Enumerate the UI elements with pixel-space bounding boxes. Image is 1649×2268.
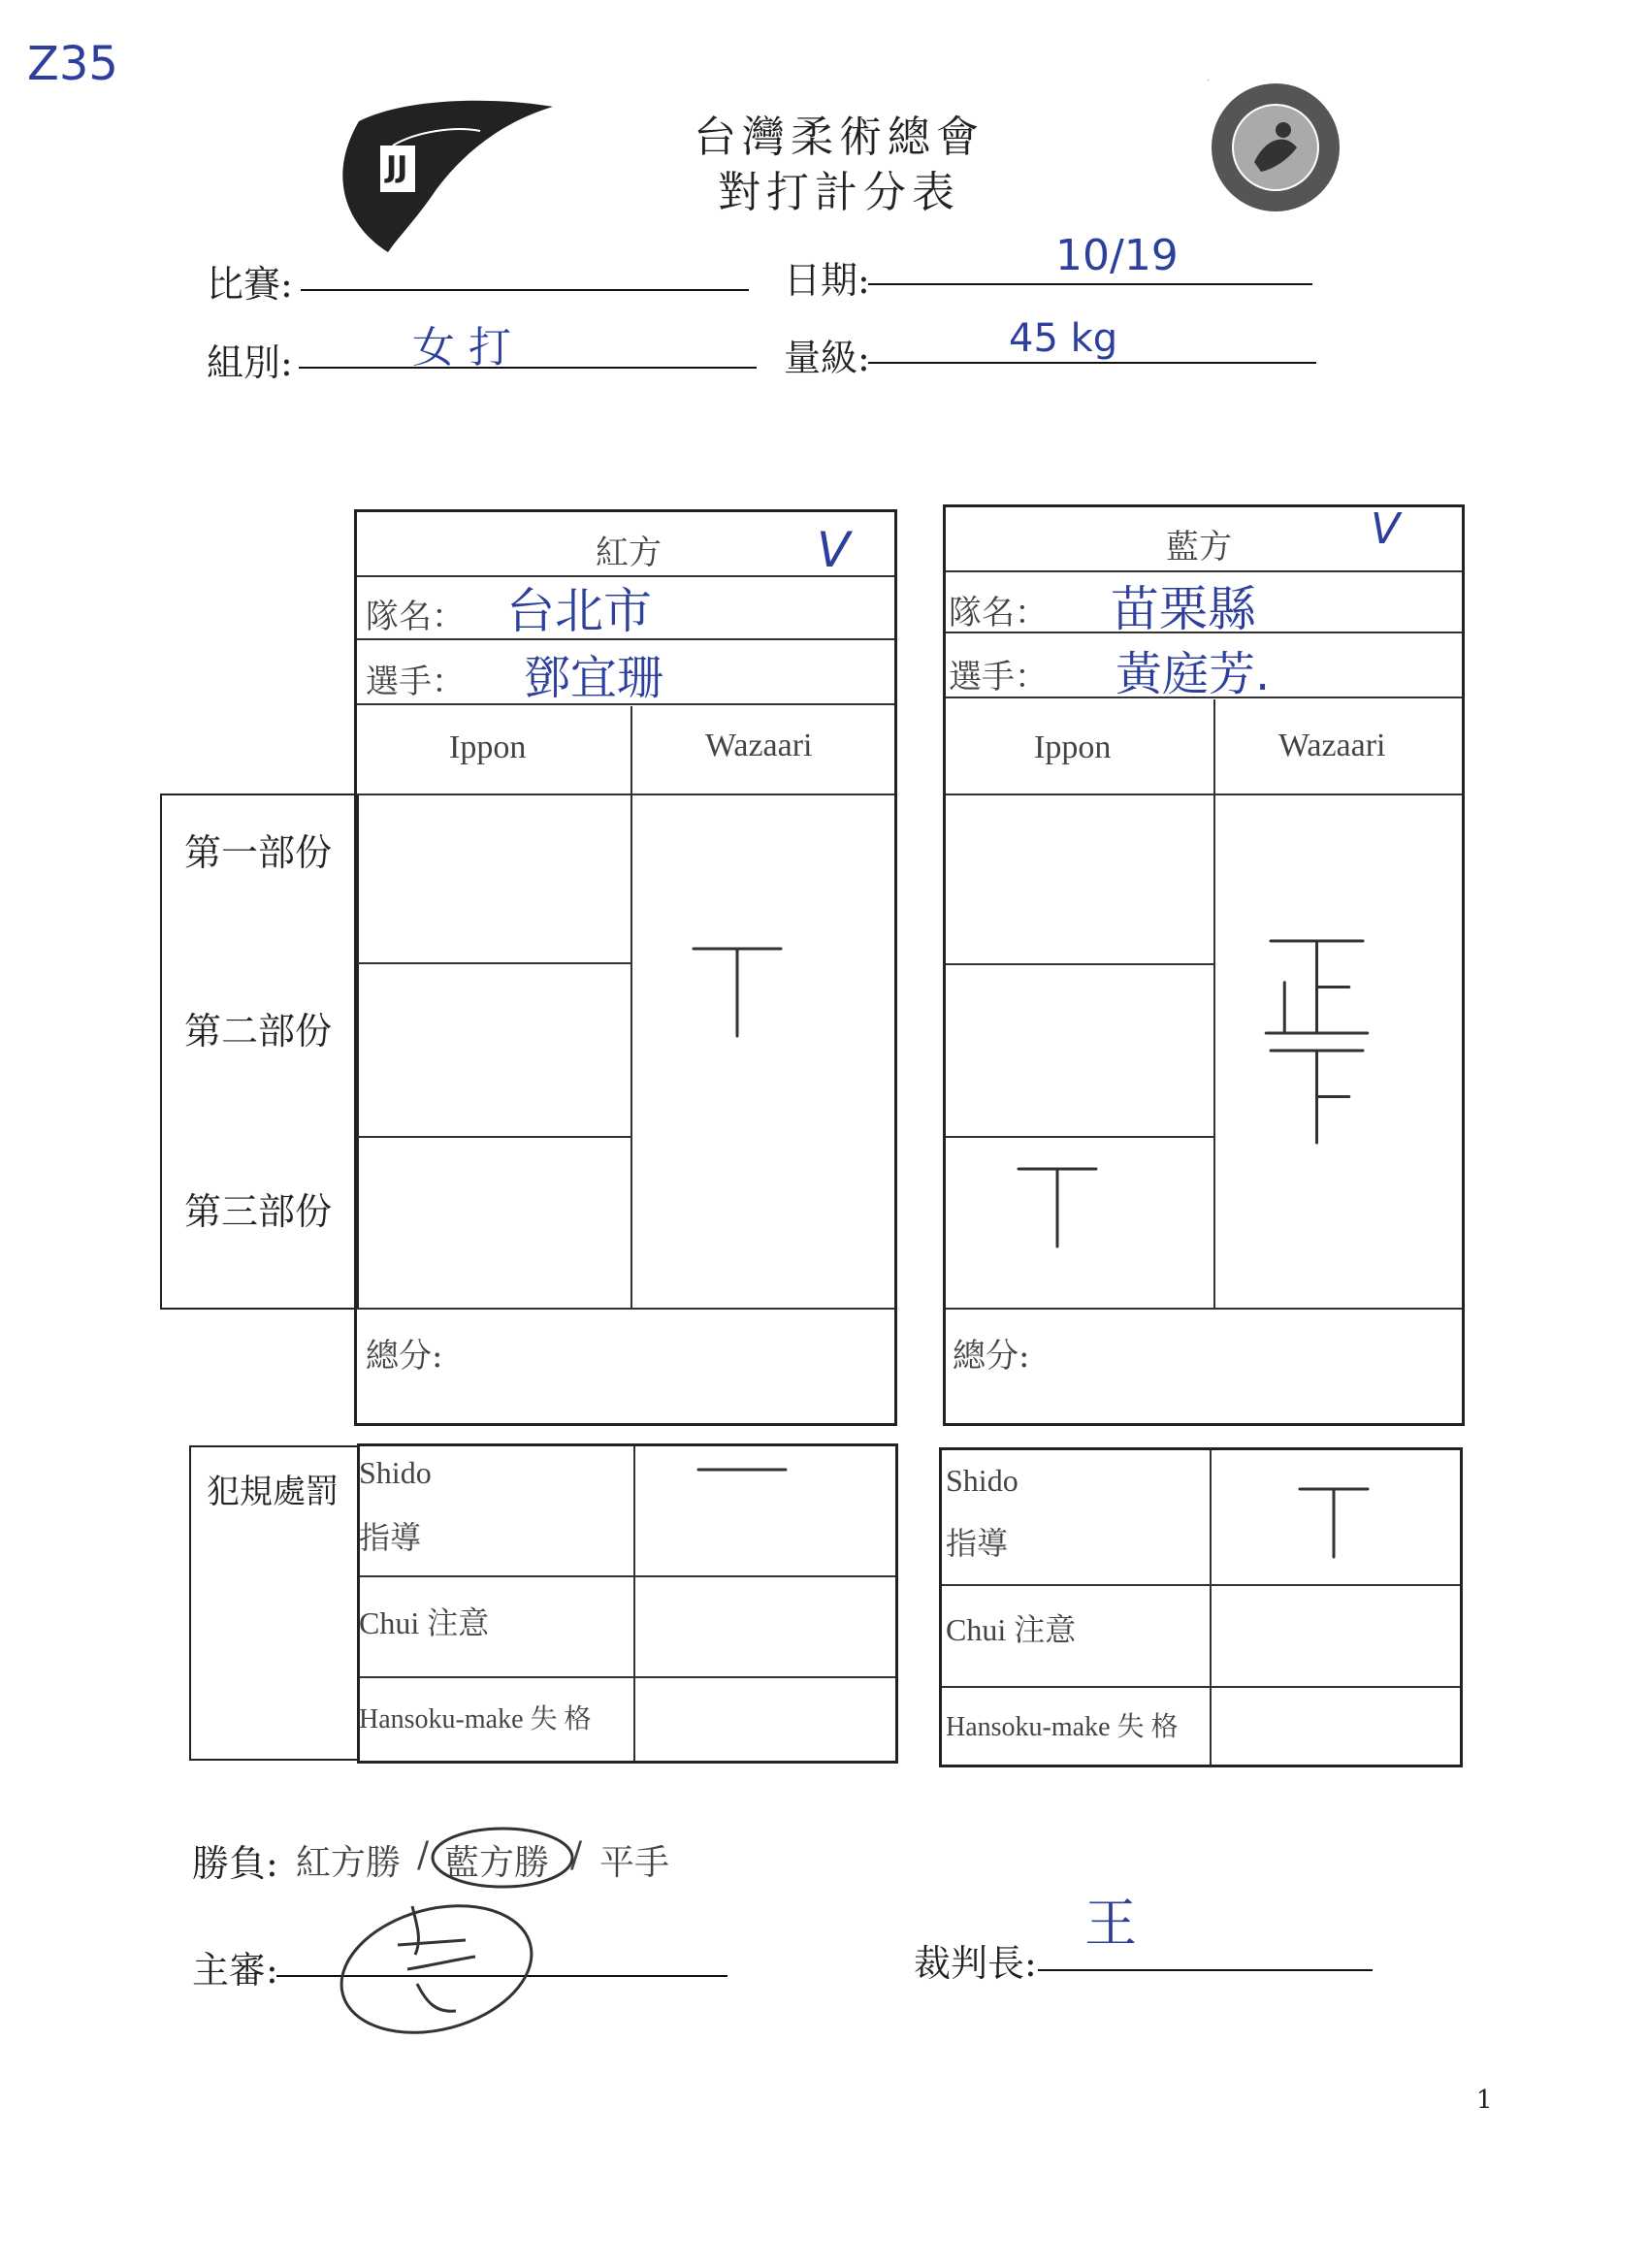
corner-note: Z35 — [27, 37, 118, 91]
blue-ippon-tally — [1009, 1159, 1125, 1266]
red-shido-zh: 指導 — [359, 1519, 422, 1556]
red-chui-label: Chui 注意 — [359, 1605, 490, 1640]
group-line — [299, 367, 757, 369]
result-draw: 平手 — [599, 1843, 670, 1883]
tjjf-logo-text-bottom — [1208, 80, 1209, 81]
weight-label: 量級: — [784, 337, 870, 379]
part1-label: 第一部份 — [184, 831, 333, 874]
chief-referee-signature: 王 — [1084, 1893, 1137, 1954]
blue-hansoku-label: Hansoku-make 失 格 — [946, 1712, 1179, 1742]
result-circle-mark — [425, 1819, 583, 1896]
competition-label: 比賽: — [207, 263, 293, 306]
result-sep1: / — [417, 1835, 430, 1875]
red-check: V — [817, 522, 851, 578]
red-player-value: 鄧宜珊 — [524, 651, 664, 705]
red-ippon-header: Ippon — [449, 729, 527, 765]
ijjf-logo-mark: JJ — [386, 150, 408, 184]
result-blue-win: 藍方勝 — [444, 1843, 550, 1883]
blue-ippon-header: Ippon — [1034, 729, 1112, 765]
group-label: 組別: — [207, 341, 293, 384]
part3-label: 第三部份 — [184, 1190, 333, 1233]
blue-wazaari-header: Wazaari — [1278, 728, 1386, 763]
result-red-win: 紅方勝 — [296, 1843, 402, 1883]
form-title-line2: 對打計分表 — [718, 168, 960, 217]
weight-value: 45 kg — [1009, 316, 1118, 361]
blue-wazaari-tally — [1261, 931, 1397, 1145]
date-line — [868, 283, 1312, 285]
red-total-label: 總分: — [366, 1337, 443, 1376]
red-shido-tally — [689, 1460, 805, 1518]
red-player-label: 選手： — [366, 663, 465, 701]
blue-team-value: 苗栗縣 — [1111, 581, 1256, 637]
blue-header: 藍方 — [1166, 528, 1232, 567]
form-title-line1: 台灣柔術總會 — [694, 113, 985, 162]
red-wazaari-header: Wazaari — [705, 728, 813, 763]
referee-label: 主審: — [192, 1949, 278, 1992]
chief-referee-line — [1038, 1969, 1373, 1971]
chief-referee-label: 裁判長: — [914, 1942, 1037, 1985]
result-label: 勝負: — [192, 1842, 278, 1885]
group-value: 女 打 — [412, 323, 511, 373]
result-sep2: / — [570, 1835, 583, 1875]
part2-label: 第二部份 — [184, 1010, 333, 1053]
tjjf-seal-icon — [1208, 80, 1343, 215]
blue-total-label: 總分: — [953, 1337, 1030, 1376]
tjjf-logo — [1208, 80, 1343, 215]
red-shido-label: Shido — [359, 1455, 432, 1490]
penalty-label: 犯規處罰 — [207, 1473, 339, 1511]
blue-shido-label: Shido — [946, 1463, 1018, 1498]
competition-line — [301, 289, 749, 291]
referee-signature — [330, 1887, 543, 2042]
date-value: 10/19 — [1055, 231, 1179, 280]
blue-player-value: 黃庭芳. — [1116, 647, 1271, 701]
red-team-value: 台北市 — [506, 583, 652, 639]
ijjf-logo-icon — [320, 92, 563, 257]
blue-chui-label: Chui 注意 — [946, 1612, 1077, 1647]
blue-shido-zh: 指導 — [946, 1525, 1009, 1562]
blue-check: V — [1371, 504, 1401, 554]
page-number: 1 — [1476, 2086, 1493, 2115]
blue-team-label: 隊名： — [949, 594, 1048, 632]
red-wazaari-tally — [684, 939, 800, 1055]
ijjf-logo — [320, 92, 563, 257]
blue-player-label: 選手： — [949, 658, 1048, 697]
blue-shido-tally — [1290, 1479, 1387, 1576]
red-hansoku-label: Hansoku-make 失 格 — [359, 1704, 592, 1734]
weight-line — [868, 362, 1316, 364]
date-label: 日期: — [784, 259, 870, 302]
red-header: 紅方 — [596, 534, 662, 572]
red-team-label: 隊名： — [366, 598, 465, 636]
